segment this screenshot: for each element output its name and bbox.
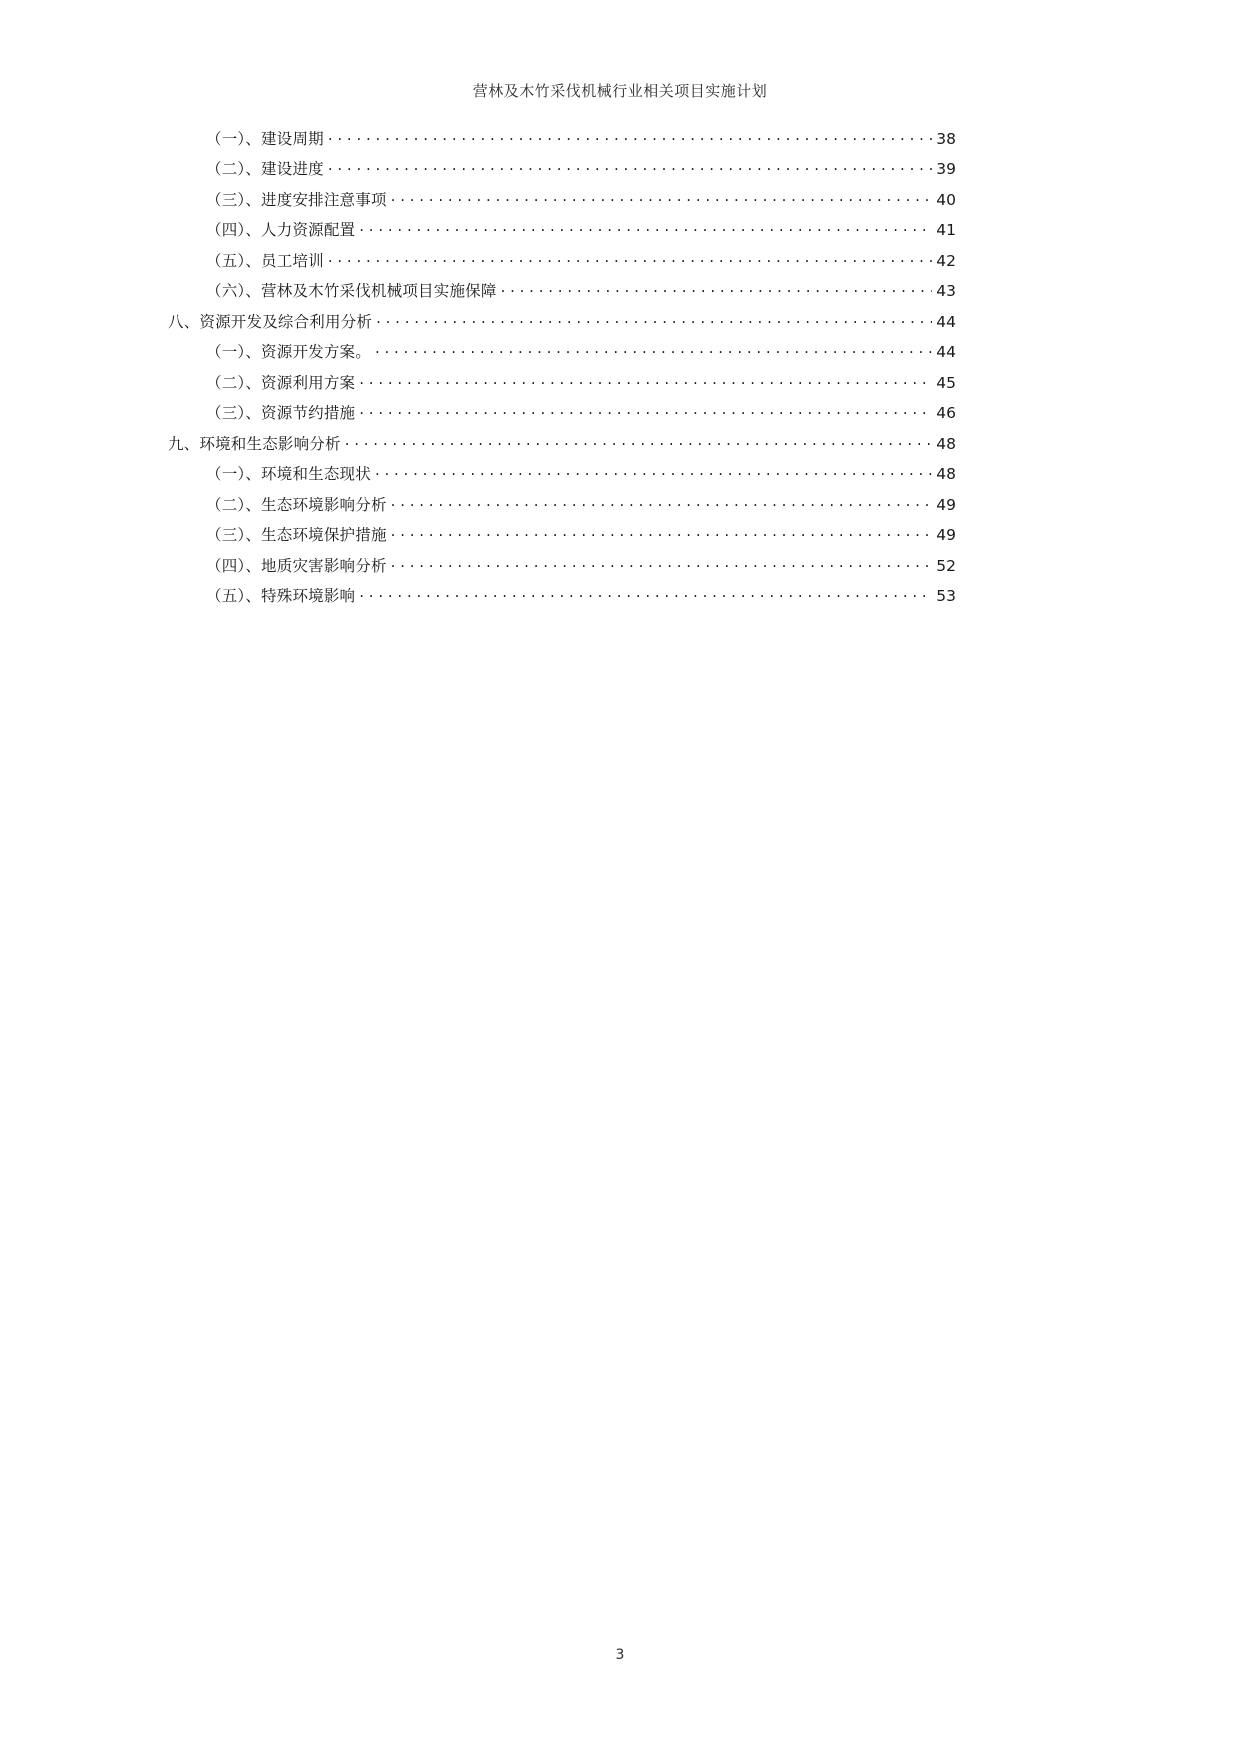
toc-leader-dots [391,555,932,571]
toc-entry-page: 40 [936,190,956,209]
toc-leader-dots [359,220,932,236]
toc-entry[interactable] [168,220,956,239]
page-footer [0,1647,1240,1663]
toc-entry-page: 42 [936,251,956,270]
footer-page-number: 3 [615,1647,625,1663]
toc-entry[interactable] [168,342,956,361]
toc-entry[interactable] [168,372,956,391]
toc-leader-dots [391,189,932,205]
toc-entry[interactable] [168,281,956,300]
toc-entry[interactable] [168,464,956,483]
toc-leader-dots [391,525,932,541]
toc-entry-label: （一）、建设周期 [206,129,324,148]
toc-entry-page: 41 [936,221,956,239]
toc-leader-dots [391,494,932,510]
toc-entry[interactable] [168,159,956,178]
toc-entry-page: 48 [936,465,956,483]
toc-entry[interactable] [168,128,956,147]
toc-leader-dots [328,128,932,144]
toc-entry[interactable] [168,525,956,544]
toc-entry-label: （五）、特殊环境影响 [206,587,356,605]
toc-entry-page: 44 [936,312,956,331]
toc-entry[interactable] [168,433,956,452]
toc-leader-dots [375,464,932,480]
toc-entry-page: 43 [936,282,956,300]
toc-entry-page: 49 [936,526,956,544]
toc-leader-dots [501,281,932,297]
toc-entry-page: 39 [936,160,956,178]
toc-entry-label: （三）、进度安排注意事项 [206,190,387,209]
toc-entry-label: （五）、员工培训 [206,251,324,270]
header-title: 营林及木竹采伐机械行业相关项目实施计划 [472,82,768,100]
toc-entry-label: （四）、地质灾害影响分析 [206,556,387,575]
toc-entry-label: （一）、资源开发方案。 [206,343,371,361]
toc-entry-page: 53 [936,587,956,605]
toc-entry-page: 49 [936,495,956,514]
toc-entry-label: （一）、环境和生态现状 [206,465,371,483]
toc-entry[interactable] [168,189,956,208]
toc-entry[interactable] [168,311,956,330]
toc-leader-dots [359,372,932,388]
toc-leader-dots [345,433,932,449]
toc-leader-dots [376,311,932,327]
toc-entry-label: （三）、资源节约措施 [206,404,356,422]
toc-leader-dots [359,586,932,602]
toc-entry-label: （二）、建设进度 [206,160,324,178]
toc-entry-page: 52 [936,556,956,575]
toc-leader-dots [375,342,932,358]
toc-leader-dots [328,250,932,266]
toc-entry-page: 38 [936,129,956,148]
toc-entry-label: （六）、营林及木竹采伐机械项目实施保障 [206,282,497,300]
toc-entry-page: 45 [936,373,956,392]
toc-leader-dots [359,403,932,419]
toc-entry[interactable] [168,403,956,422]
toc-entry-label: （三）、生态环境保护措施 [206,526,387,544]
toc-entry-label: 八、资源开发及综合利用分析 [168,312,373,331]
page-header [0,80,1240,101]
toc-entry[interactable] [168,250,956,269]
toc-entry-page: 44 [936,343,956,361]
toc-entry-page: 48 [936,434,956,453]
table-of-contents [168,128,956,616]
toc-entry-label: （二）、生态环境影响分析 [206,495,387,514]
toc-entry-page: 46 [936,404,956,422]
toc-leader-dots [328,159,932,175]
toc-entry[interactable] [168,494,956,513]
toc-entry[interactable] [168,586,956,605]
toc-entry[interactable] [168,555,956,574]
toc-entry-label: （二）、资源利用方案 [206,373,356,392]
toc-entry-label: （四）、人力资源配置 [206,221,356,239]
toc-entry-label: 九、环境和生态影响分析 [168,434,341,453]
